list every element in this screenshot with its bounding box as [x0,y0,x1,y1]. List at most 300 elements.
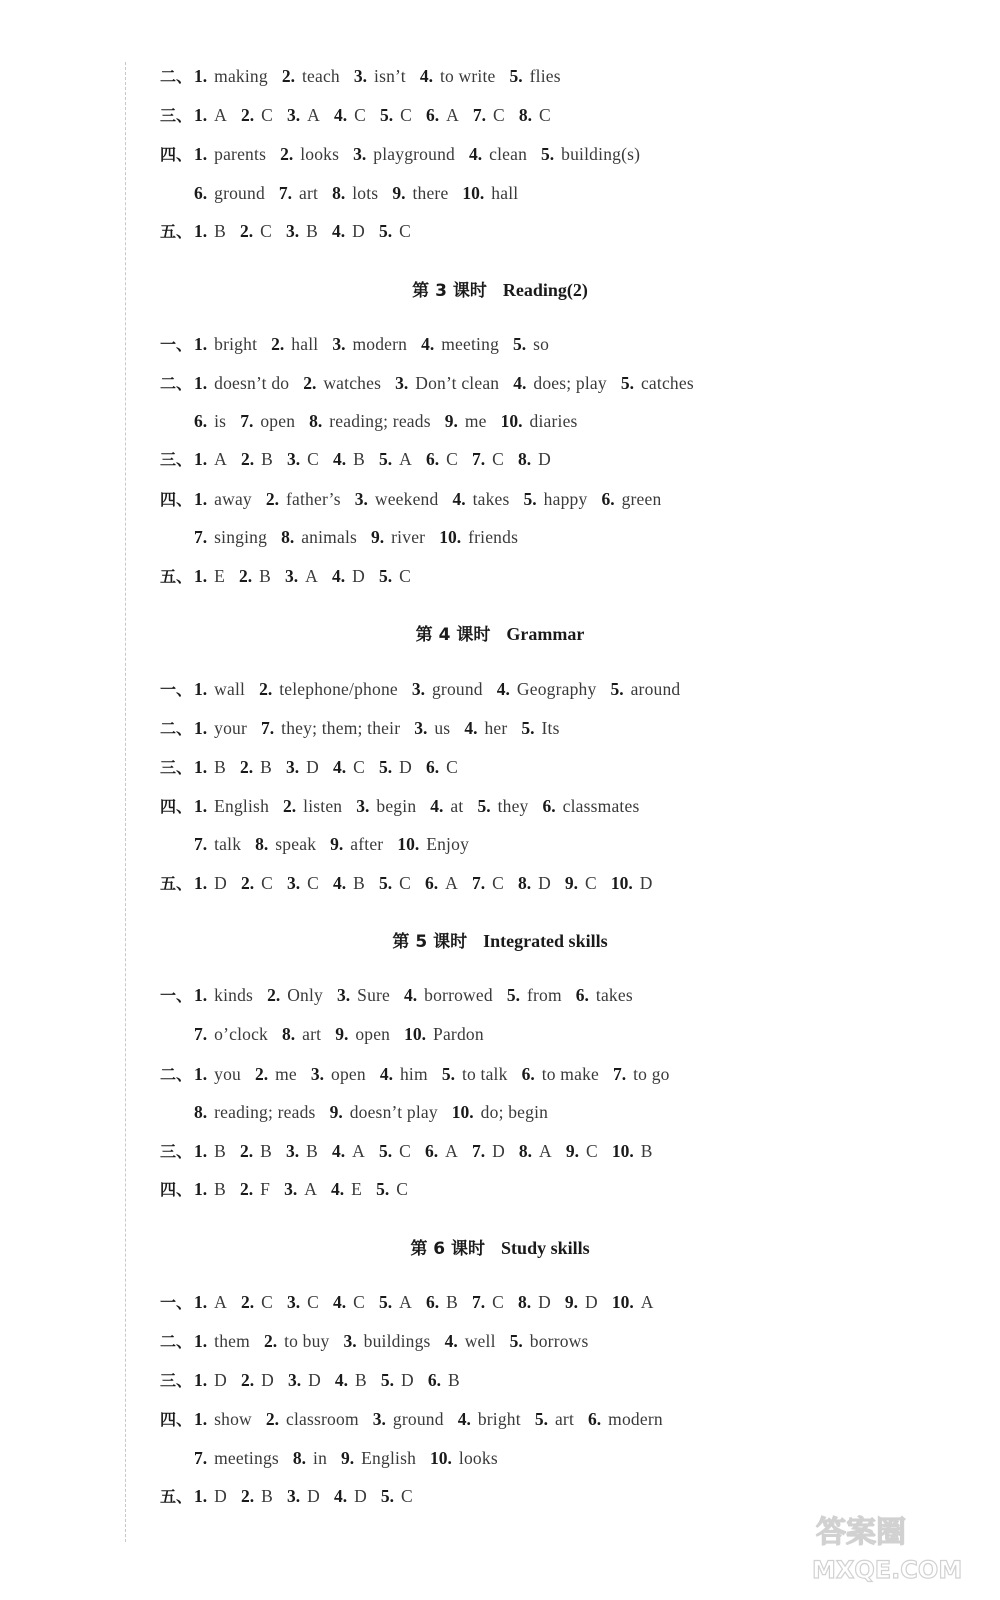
answer-text: C [539,105,551,125]
answer-number: 5. [509,1331,523,1351]
answer-number: 4. [332,1141,346,1161]
answer-text: B [214,1179,227,1199]
answer-text: C [400,105,412,125]
answer-number: 2. [259,679,273,699]
answer-text: C [399,221,411,241]
answer-item [194,1484,227,1508]
answer-number: 3. [286,873,301,893]
answer-text: from [526,985,562,1005]
answer-number: 1. [194,796,208,816]
answer-text: E [214,566,226,586]
answer-text: C [493,105,505,125]
answer-number: 4. [496,679,510,699]
question-group-label: 五、 [160,1487,193,1506]
answer-text: begin [376,796,417,816]
answer-item [288,1368,321,1392]
answer-number: 4. [513,373,527,393]
answer-item [280,142,339,166]
answer-number: 3. [286,449,301,469]
answer-number: 7. [471,1141,486,1161]
section-heading-lesson: 第 6 课时 [410,1239,486,1259]
answer-text: kinds [214,985,254,1005]
answer-text: Geography [516,679,597,699]
answer-text: D [214,1370,227,1390]
answer-text: B [448,1370,460,1390]
answer-text: art [299,183,319,203]
answer-number: 2. [271,334,285,354]
answer-item [286,219,318,243]
question-group-label: 二、 [160,1332,193,1351]
answer-number: 1. [194,105,208,125]
answer-text: buildings [363,1331,431,1351]
section-heading-title: Integrated skills [483,931,608,951]
answer-row [160,1290,668,1315]
answer-text: listen [303,796,343,816]
answer-item [194,525,267,549]
answer-number: 1. [194,1331,208,1351]
answer-number: 4. [419,66,433,86]
watermark-logo [808,1508,978,1586]
answer-number: 1. [194,144,208,164]
answer-text: Its [541,718,560,738]
answer-text: C [261,105,273,125]
question-group-label: 二、 [160,67,193,86]
answer-item [613,1062,670,1086]
answer-item [521,716,559,740]
answer-text: C [492,1292,504,1312]
answer-row [160,371,708,396]
answer-number: 3. [354,489,368,509]
answer-item [241,447,273,471]
answer-number: 4. [430,796,444,816]
answer-number: 1. [194,873,208,893]
answer-row [160,219,425,244]
answer-item [473,103,505,127]
answer-number: 3. [414,718,428,738]
answer-text: to talk [461,1064,508,1084]
answer-row [194,181,532,205]
answer-item [330,832,383,856]
answer-number: 6. [601,489,615,509]
answer-text: B [306,221,319,241]
answer-row [194,832,483,856]
answer-number: 2. [240,1370,255,1390]
answer-item [379,219,411,243]
answer-item [194,983,253,1007]
answer-number: 4. [334,1370,349,1390]
answer-item [279,181,318,205]
answer-text: B [214,221,227,241]
answer-text: B [353,449,365,469]
answer-text: C [307,449,319,469]
answer-number: 3. [286,1141,300,1161]
answer-item [241,1368,274,1392]
answer-item [462,181,518,205]
answer-text: diaries [529,411,578,431]
answer-item [395,371,499,395]
answer-text: B [446,1292,458,1312]
answer-text: isn’t [374,66,406,86]
answer-text: B [640,1141,653,1161]
answer-text: flies [529,66,561,86]
answer-text: C [353,1292,365,1312]
answer-number: 8. [517,873,532,893]
answer-item [392,181,448,205]
answer-item [241,1290,273,1314]
answer-number: 5. [506,985,520,1005]
answer-row [160,755,472,780]
answer-item [379,755,412,779]
answer-text: to buy [284,1331,330,1351]
answer-text: them [214,1331,250,1351]
answer-text: D [639,873,653,893]
answer-text: art [302,1024,322,1044]
answer-text: animals [301,527,358,547]
answer-item [426,447,458,471]
answer-text: at [450,796,464,816]
answer-number: 3. [286,105,301,125]
question-group-label: 五、 [160,874,193,893]
answer-number: 1. [194,1064,208,1084]
answer-text: A [399,449,412,469]
answer-number: 1. [194,1179,208,1199]
answer-number: 7. [278,183,293,203]
answer-number: 10. [439,527,462,547]
answer-text: C [586,1141,598,1161]
answer-row [160,1368,474,1393]
answer-row [160,794,653,819]
answer-item [194,64,268,88]
answer-item [379,1290,412,1314]
answer-number: 10. [462,183,485,203]
answer-item [311,1062,366,1086]
answer-item [519,1139,552,1163]
answer-item [380,1062,428,1086]
answer-number: 8. [518,105,533,125]
answer-number: 5. [521,718,535,738]
answer-text: A [307,105,320,125]
answer-text: C [260,221,273,241]
answer-item [535,1407,574,1431]
answer-number: 5. [534,1409,548,1429]
question-group-label: 四、 [160,490,193,509]
answer-item [425,1139,458,1163]
answer-item [266,1407,359,1431]
answer-number: 3. [286,1486,301,1506]
question-group-label: 三、 [160,106,193,125]
answer-item [259,677,398,701]
answer-text: friends [468,527,519,547]
answer-item [612,1290,654,1314]
answer-number: 5. [378,757,393,777]
answer-item [332,564,365,588]
answer-row [194,1100,562,1124]
question-group-label: 三、 [160,450,193,469]
answer-item [337,983,390,1007]
answer-item [293,1446,327,1470]
answer-row [160,677,694,702]
answer-item [282,1022,321,1046]
answer-text: to go [633,1064,670,1084]
answer-item [335,1022,390,1046]
answer-text: me [275,1064,297,1084]
answer-item [541,142,640,166]
answer-item [522,1062,599,1086]
answer-row [160,332,563,357]
answer-item [194,219,226,243]
answer-item [194,1368,227,1392]
answer-number: 6. [425,1292,440,1312]
answer-item [194,794,269,818]
answer-row [160,447,565,472]
answer-number: 4. [332,221,346,241]
answer-item [330,1100,438,1124]
answer-number: 3. [395,373,409,393]
answer-number: 10. [404,1024,427,1044]
answer-text: us [434,718,451,738]
answer-item [430,794,463,818]
answer-item [565,1290,598,1314]
answer-number: 5. [378,449,393,469]
answer-number: 5. [513,334,527,354]
answer-text: C [446,449,458,469]
answer-text: D [538,449,551,469]
answer-text: doesn’t play [349,1102,438,1122]
answer-item [469,142,527,166]
section-heading [0,927,1000,952]
answer-number: 4. [421,334,435,354]
answer-item [194,371,289,395]
answer-item [497,677,597,701]
answer-text: in [313,1448,328,1468]
answer-row [160,1177,422,1202]
answer-number: 8. [517,1292,532,1312]
answer-number: 3. [285,566,299,586]
answer-item [381,1484,413,1508]
answer-item [287,1290,319,1314]
answer-number: 7. [471,873,486,893]
answer-item [282,64,340,88]
answer-number: 1. [194,1370,208,1390]
answer-row [194,1022,498,1046]
answer-item [194,1177,226,1201]
answer-text: C [446,757,458,777]
answer-item [426,103,459,127]
answer-number: 4. [332,1292,347,1312]
answer-text: borrowed [424,985,493,1005]
answer-text: art [554,1409,575,1429]
answer-number: 1. [194,334,208,354]
answer-item [425,871,458,895]
answer-number: 4. [457,1409,471,1429]
answer-text: to write [439,66,496,86]
answer-text: English [361,1448,417,1468]
answer-number: 3. [284,1179,298,1199]
answer-text: me [464,411,487,431]
answer-text: C [401,1486,413,1506]
answer-row [160,1139,667,1164]
answer-text: building(s) [561,144,641,164]
answer-number: 4. [332,449,347,469]
question-group-label: 五、 [160,567,193,586]
answer-number: 2. [240,1179,254,1199]
answer-number: 1. [194,449,208,469]
answer-number: 6. [424,1141,439,1161]
answer-number: 3. [343,1331,357,1351]
answer-number: 7. [194,1448,208,1468]
answer-text: C [261,873,273,893]
answer-text: B [261,1486,273,1506]
answer-number: 2. [265,1409,280,1429]
answer-text: B [260,757,273,777]
answer-number: 3. [353,66,368,86]
answer-item [442,1062,508,1086]
answer-text: D [307,1486,320,1506]
answer-text: him [399,1064,428,1084]
answer-item [283,794,342,818]
answer-item [333,1290,365,1314]
answer-item [513,332,549,356]
section-heading [0,1234,1000,1259]
answer-number: 6. [194,411,208,431]
answer-item [612,1139,653,1163]
answer-item [445,1329,496,1353]
answer-number: 7. [471,449,486,469]
answer-number: 6. [588,1409,602,1429]
answer-number: 8. [517,449,532,469]
answer-text: ground [392,1409,444,1429]
answer-item [309,409,431,433]
question-group-label: 二、 [160,719,193,738]
answer-number: 8. [518,1141,533,1161]
answer-text: Only [287,985,324,1005]
answer-item [194,1329,250,1353]
answer-number: 8. [332,183,346,203]
answer-text: C [307,873,319,893]
answer-text: do; begin [480,1102,549,1122]
answer-number: 10. [397,834,420,854]
answer-item [519,103,551,127]
answer-item [379,564,411,588]
answer-item [355,487,439,511]
answer-text: they [497,796,529,816]
answer-item [284,1177,317,1201]
answer-number: 8. [282,1024,296,1044]
answer-number: 5. [441,1064,455,1084]
answer-number: 7. [194,834,208,854]
answer-item [241,1484,273,1508]
answer-item [264,1329,330,1353]
answer-number: 9. [392,183,406,203]
answer-text: D [492,1141,505,1161]
answer-row [160,64,575,89]
answer-text: does; play [533,373,607,393]
answer-number: 9. [335,1024,349,1044]
answer-item [332,219,365,243]
answer-row [160,871,667,896]
answer-text: modern [608,1409,663,1429]
answer-item [287,103,320,127]
question-group-label: 三、 [160,758,193,777]
answer-text: D [399,757,412,777]
answer-number: 4. [452,489,466,509]
answer-text: D [354,1486,367,1506]
answer-number: 2. [267,985,281,1005]
answer-text: takes [595,985,633,1005]
answer-item [420,64,496,88]
answer-number: 1. [194,1486,208,1506]
answer-number: 4. [333,105,348,125]
answer-text: D [214,1486,227,1506]
answer-text: classroom [286,1409,359,1429]
answer-row [160,1329,603,1354]
answer-item [566,1139,598,1163]
answer-number: 1. [194,1292,208,1312]
answer-item [373,1407,444,1431]
answer-item [576,983,633,1007]
answer-row [160,1484,427,1509]
answer-text: F [260,1179,271,1199]
answer-item [472,871,504,895]
answer-text: ground [431,679,483,699]
answer-number: 5. [477,796,491,816]
answer-item [428,1368,460,1392]
answer-item [379,871,411,895]
answer-item [371,525,425,549]
answer-text: D [352,221,365,241]
answer-item [588,1407,663,1431]
answer-number: 1. [194,1141,208,1161]
answer-text: her [484,718,508,738]
answer-number: 6. [575,985,589,1005]
answer-number: 10. [610,873,633,893]
answer-item [452,487,509,511]
answer-item [287,447,319,471]
answer-text: A [445,1141,458,1161]
answer-text: father’s [286,489,341,509]
answer-item [379,1139,411,1163]
answer-text: playground [373,144,455,164]
answer-item [333,755,365,779]
answer-number: 7. [261,718,275,738]
answer-number: 3. [286,221,300,241]
answer-text: open [260,411,296,431]
answer-item [518,1290,551,1314]
answer-text: B [355,1370,367,1390]
answer-number: 6. [521,1064,535,1084]
answer-number: 4. [331,1179,345,1199]
answer-number: 9. [329,1102,343,1122]
answer-item [331,1177,362,1201]
question-group-label: 二、 [160,1065,193,1084]
answer-item [194,332,257,356]
question-group-label: 五、 [160,222,193,241]
answer-text: B [353,873,365,893]
answer-text: D [261,1370,274,1390]
answer-text: modern [352,334,408,354]
answer-text: C [492,873,504,893]
answer-text: well [464,1331,496,1351]
answer-text: there [412,183,449,203]
section-heading [0,276,1000,301]
answer-item [333,447,365,471]
answer-number: 6. [542,796,556,816]
answer-item [426,1290,458,1314]
answer-text: A [305,566,318,586]
answer-text: D [401,1370,414,1390]
answer-number: 9. [565,1141,580,1161]
answer-item [332,181,378,205]
